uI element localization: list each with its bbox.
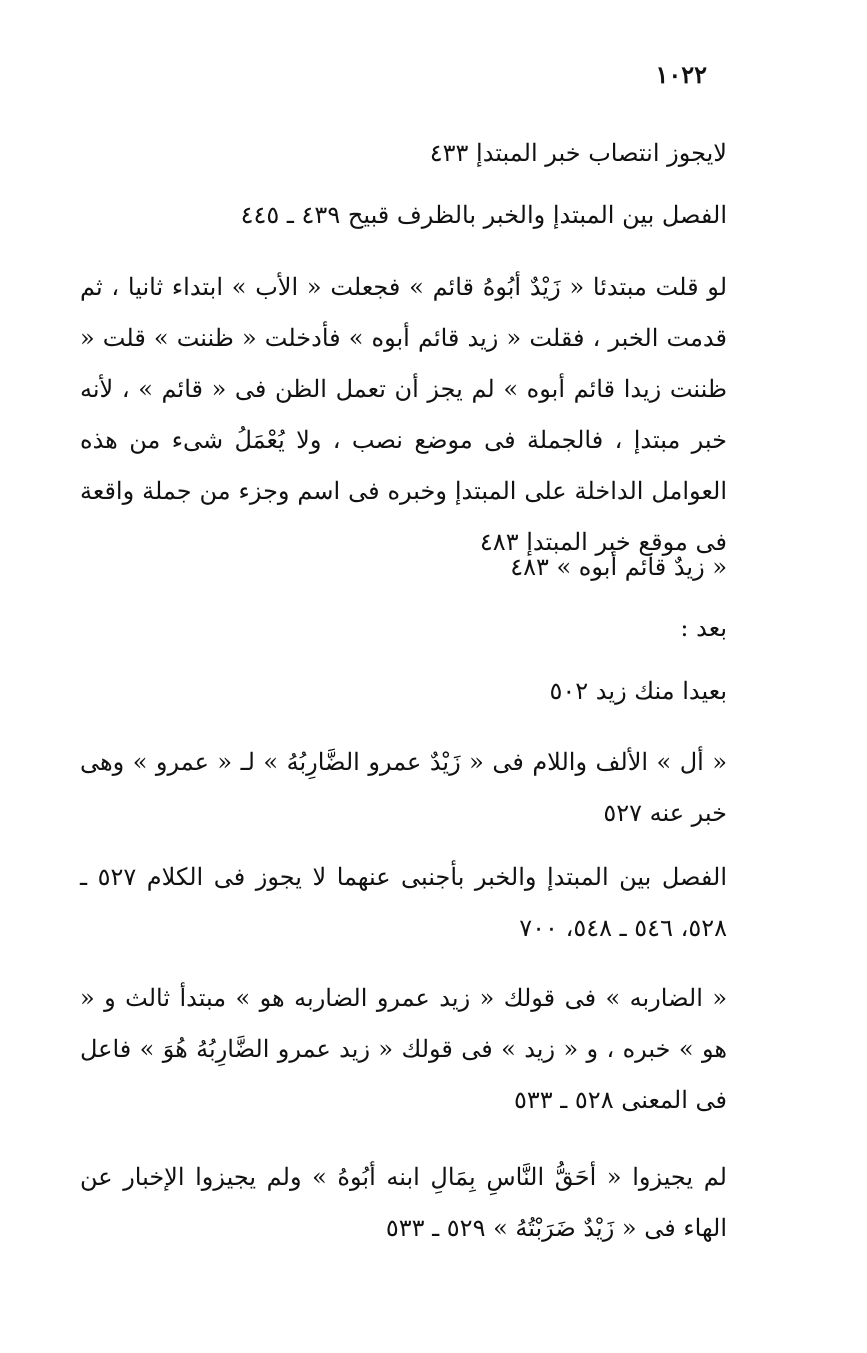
index-entry: لم يجيزوا « أحَقُّ النَّاسِ بِمَالِ ابنه أبُوهُ » ولم يجيزوا الإخبار عن الهاء فى « زَيْدٌ ضَرَبْتُهُ » ٥٢٩ ـ ٥٣٣ [80, 1163, 727, 1242]
index-entry: الفصل بين المبتدإ والخبر بأجنبى عنهما لا يجوز فى الكلام ٥٢٧ ـ ٥٢٨، ٥٤٦ ـ ٥٤٨، ٧٠٠ [80, 863, 727, 942]
index-entry: لو قلت مبتدئا « زَيْدٌ أبُوهُ قائم » فجعلت « الأب » ابتداء ثانيا ، ثم قدمت الخبر ، فقلت « زيد قائم أبوه » فأدخلت « ظننت » قلت « ظننت زيدا قائم أبوه » لم يجز أن تعمل الظن فى « قائم » ، لأنه خبر مبتدإ ، فالجملة فى موضع نصب ، ولا يُعْمَلُ شىء من هذه العوامل الداخلة على المبتدإ وخبره فى اسم وجزء من جملة واقعة فى موقع خبر المبتدإ ٤٨٣ [80, 273, 728, 556]
index-entry: لايجوز انتصاب خبر المبتدإ ٤٣٣ [429, 139, 727, 167]
index-entry: « الضاربه » فى قولك « زيد عمرو الضاربه هو » مبتدأ ثالث و « هو » خبره ، و « زيد » فى قولك « زيد عمرو الضَّارِبُهُ هُوَ » فاعل فى المعنى ٥٢٨ ـ ٥٣٣ [80, 984, 728, 1114]
index-entry: بعد : [680, 614, 727, 642]
page-number: ١٠٢٢ [655, 60, 707, 89]
index-entry: « زيدٌ قائم أبوه » ٤٨٣ [510, 553, 727, 581]
index-entry: الفصل بين المبتدإ والخبر بالظرف قبيح ٤٣٩ ـ ٤٤٥ [240, 201, 727, 229]
index-entry: بعيدا منك زيد ٥٠٢ [549, 677, 727, 705]
index-entry: « أل » الألف واللام فى « زَيْدٌ عمرو الضَّارِبُهُ » لـ « عمرو » وهى خبر عنه ٥٢٧ [80, 748, 727, 827]
